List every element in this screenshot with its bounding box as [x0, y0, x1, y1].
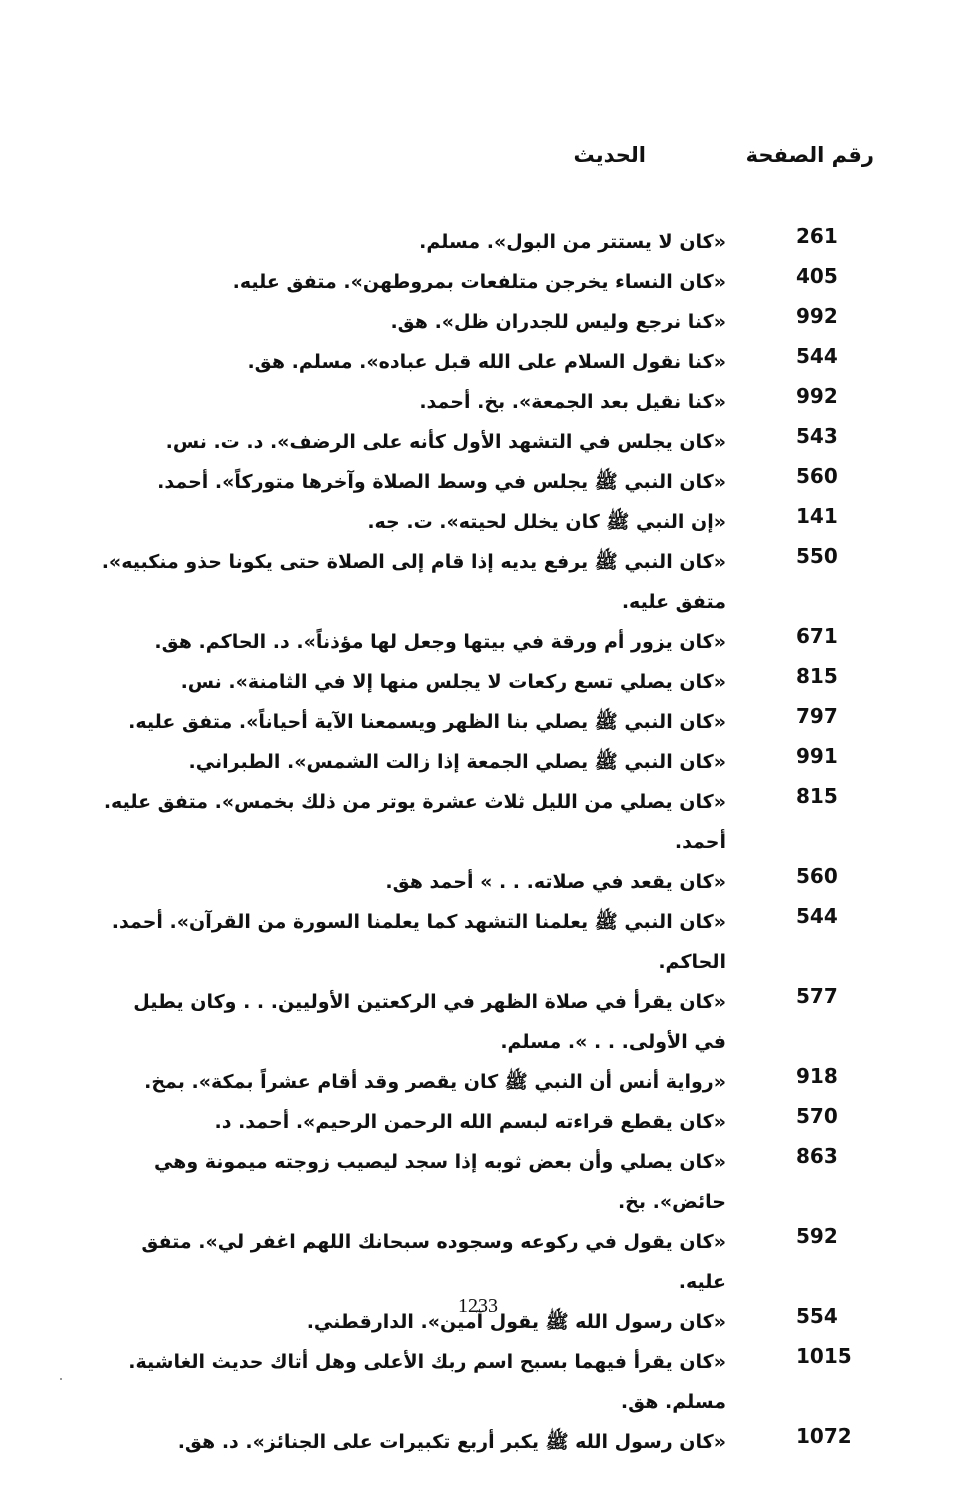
- hadith-text: «كان رسول الله ﷺ يقول آمين». الدارقطني.: [306, 1311, 726, 1333]
- list-item: [0, 342, 956, 382]
- hadith-text: «كان النبي ﷺ يرفع يديه إذا قام إلى الصلاة حتى يكونا حذو منكبيه». متفق عليه.: [101, 551, 726, 613]
- hadith-column-header: الحديث: [573, 143, 646, 167]
- hadith-text: «إن النبي ﷺ كان يخلل لحيته». ت. جه.: [367, 511, 726, 533]
- page-reference-number: 544: [796, 344, 838, 368]
- hadith-text: «كنا نرجع وليس للجدران ظل». هق.: [390, 311, 726, 333]
- page-reference-number: 1015: [796, 1344, 852, 1368]
- page-reference-number: 405: [796, 264, 838, 288]
- list-item: [0, 302, 956, 342]
- list-item: [0, 622, 956, 662]
- list-item: [0, 662, 956, 702]
- page-reference-number: 991: [796, 744, 838, 768]
- list-item: [0, 1342, 956, 1422]
- page-reference-number: 543: [796, 424, 838, 448]
- hadith-text: «كان يصلي تسع ركعات لا يجلس منها إلا في الثامنة». نس.: [180, 671, 726, 693]
- hadith-text: «كان النساء يخرجن متلفعات بمروطهن». متفق عليه.: [232, 271, 726, 293]
- page-reference-number: 863: [796, 1144, 838, 1168]
- list-item: [0, 1142, 956, 1222]
- list-item: [0, 742, 956, 782]
- list-item: [0, 782, 956, 862]
- list-item: [0, 1102, 956, 1142]
- hadith-text: «كان يقعد في صلاته. . . » أحمد هق.: [385, 871, 726, 893]
- page-reference-number: 261: [796, 224, 838, 248]
- hadith-text: «كان النبي ﷺ يصلي الجمعة إذا زالت الشمس». الطبراني.: [188, 751, 726, 773]
- hadith-text: «كان رسول الله ﷺ يكبر أربع تكبيرات على الجنائز». د. هق.: [177, 1431, 726, 1453]
- hadith-text: «كان لا يستتر من البول». مسلم.: [419, 231, 726, 253]
- list-item: [0, 982, 956, 1062]
- hadith-text: «كان النبي ﷺ يعلمنا التشهد كما يعلمنا السورة من القرآن». أحمد. الحاكم.: [111, 911, 726, 973]
- list-item: [0, 422, 956, 462]
- page-reference-number: 671: [796, 624, 838, 648]
- list-item: [0, 1062, 956, 1102]
- list-item: [0, 542, 956, 622]
- list-item: [0, 462, 956, 502]
- list-item: [0, 502, 956, 542]
- page-reference-number: 544: [796, 904, 838, 928]
- list-item: [0, 902, 956, 982]
- page-reference-number: 797: [796, 704, 838, 728]
- page-reference-number: 592: [796, 1224, 838, 1248]
- hadith-text: «كان يقرأ فيهما بسبح اسم ربك الأعلى وهل أتاك حديث الغاشية. مسلم. هق.: [128, 1351, 726, 1413]
- page-reference-number: 918: [796, 1064, 838, 1088]
- hadith-text: «كنا نقول السلام على الله قبل عباده». مسلم. هق.: [247, 351, 726, 373]
- list-item: [0, 382, 956, 422]
- page-reference-number: 554: [796, 1304, 838, 1328]
- list-item: [0, 1422, 956, 1462]
- hadith-text: «رواية أنس أن النبي ﷺ كان يقصر وقد أقام عشراً بمكة». بمخ.: [144, 1071, 726, 1093]
- scan-speck: [60, 1378, 62, 1380]
- page-reference-number: 550: [796, 544, 838, 568]
- hadith-text: «كان النبي ﷺ يجلس في وسط الصلاة وآخرها متوركاً». أحمد.: [157, 471, 726, 493]
- page-reference-number: 992: [796, 384, 838, 408]
- page-number-column-header: رقم الصفحة: [745, 143, 874, 167]
- page-reference-number: 815: [796, 784, 838, 808]
- page-reference-number: 141: [796, 504, 838, 528]
- hadith-text: «كان يقرأ في صلاة الظهر في الركعتين الأوليين. . . وكان يطيل في الأولى. . . ». مسلم.: [133, 991, 726, 1053]
- hadith-text: «كنا نقيل بعد الجمعة». بخ. أحمد.: [419, 391, 726, 413]
- list-item: [0, 862, 956, 902]
- page-reference-number: 560: [796, 464, 838, 488]
- page-reference-number: 560: [796, 864, 838, 888]
- page-reference-number: 577: [796, 984, 838, 1008]
- hadith-text: «كان يصلي وأن بعض ثوبه إذا سجد ليصيب زوجته ميمونة وهي حائض». بخ.: [153, 1151, 726, 1213]
- page-footer-number: 1233: [458, 1295, 498, 1317]
- hadith-text: «كان يصلي من الليل ثلاث عشرة يوتر من ذلك بخمس». متفق عليه. أحمد.: [103, 791, 726, 853]
- page-reference-number: 815: [796, 664, 838, 688]
- hadith-text: «كان يقول في ركوعه وسجوده سبحانك اللهم اغفر لي». متفق عليه.: [141, 1231, 726, 1293]
- list-item: [0, 222, 956, 262]
- hadith-text: «كان يزور أم ورقة في بيتها وجعل لها مؤذناً». د. الحاكم. هق.: [154, 631, 726, 653]
- page-reference-number: 992: [796, 304, 838, 328]
- page-reference-number: 570: [796, 1104, 838, 1128]
- hadith-index-list: [0, 222, 956, 1462]
- table-header: [0, 143, 956, 183]
- hadith-text: «كان النبي ﷺ يصلي بنا الظهر ويسمعنا الآية أحياناً». متفق عليه.: [128, 711, 726, 733]
- list-item: [0, 262, 956, 302]
- hadith-text: «كان يقطع قراءته لبسم الله الرحمن الرحيم». أحمد. د.: [214, 1111, 726, 1133]
- list-item: [0, 1222, 956, 1302]
- hadith-text: «كان يجلس في التشهد الأول كأنه على الرضف». د. ت. نس.: [165, 431, 726, 453]
- page-reference-number: 1072: [796, 1424, 852, 1448]
- list-item: [0, 702, 956, 742]
